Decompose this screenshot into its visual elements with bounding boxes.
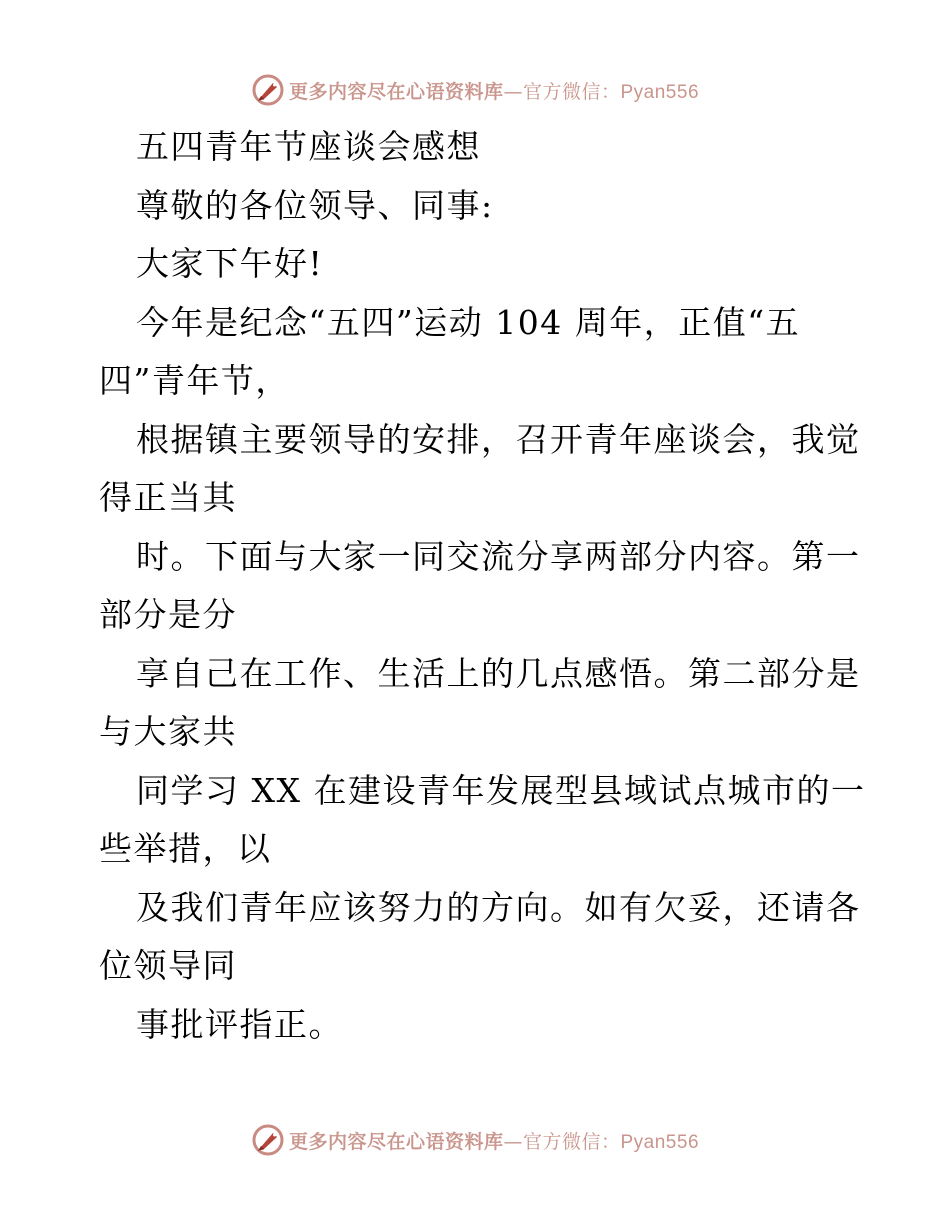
watermark-text bbox=[289, 77, 699, 104]
watermark-wechat-id: Pyan556 bbox=[620, 1131, 700, 1153]
paragraph-line: 位领导同 bbox=[99, 946, 237, 985]
paragraph-line: 事批评指正。 bbox=[136, 1004, 343, 1044]
pen-nib-logo-icon bbox=[251, 1123, 285, 1157]
paragraph-line: 同学习 XX 在建设青年发展型县域试点城市的一 bbox=[136, 770, 866, 810]
paragraph-line: 些举措，以 bbox=[99, 829, 272, 868]
paragraph-line: 享自己在工作、生活上的几点感悟。第二部分是 bbox=[136, 653, 861, 693]
paragraph-line: 时。下面与大家一同交流分享两部分内容。第一 bbox=[136, 536, 861, 576]
watermark-main-text: 更多内容尽在心语资料库 bbox=[288, 80, 504, 103]
pen-nib-logo-icon bbox=[251, 73, 285, 107]
paragraph-line: 四”青年节， bbox=[99, 361, 290, 400]
document-title: 五四青年节座谈会感想 bbox=[136, 127, 481, 166]
watermark-separator: — bbox=[503, 1130, 523, 1153]
header-watermark bbox=[0, 70, 950, 110]
watermark-text bbox=[289, 1127, 699, 1154]
paragraph-line: 根据镇主要领导的安排，召开青年座谈会，我觉 bbox=[136, 419, 861, 459]
salutation: 尊敬的各位领导、同事: bbox=[136, 185, 494, 225]
paragraph-line: 及我们青年应该努力的方向。如有欠妥，还请各 bbox=[136, 887, 861, 927]
watermark-separator: — bbox=[503, 80, 523, 103]
greeting: 大家下午好! bbox=[136, 244, 324, 283]
watermark-wechat-label: 官方微信： bbox=[522, 80, 621, 103]
watermark-wechat-id: Pyan556 bbox=[620, 81, 700, 103]
watermark-main-text: 更多内容尽在心语资料库 bbox=[288, 1130, 504, 1153]
paragraph-line: 与大家共 bbox=[99, 712, 237, 751]
paragraph-line: 得正当其 bbox=[99, 478, 237, 517]
watermark-wechat-label: 官方微信： bbox=[522, 1130, 621, 1153]
document-body bbox=[99, 118, 866, 1054]
paragraph-line: 部分是分 bbox=[99, 595, 237, 634]
paragraph-line: 今年是纪念“五四”运动 104 周年，正值“五 bbox=[136, 302, 801, 342]
footer-watermark bbox=[0, 1120, 950, 1160]
